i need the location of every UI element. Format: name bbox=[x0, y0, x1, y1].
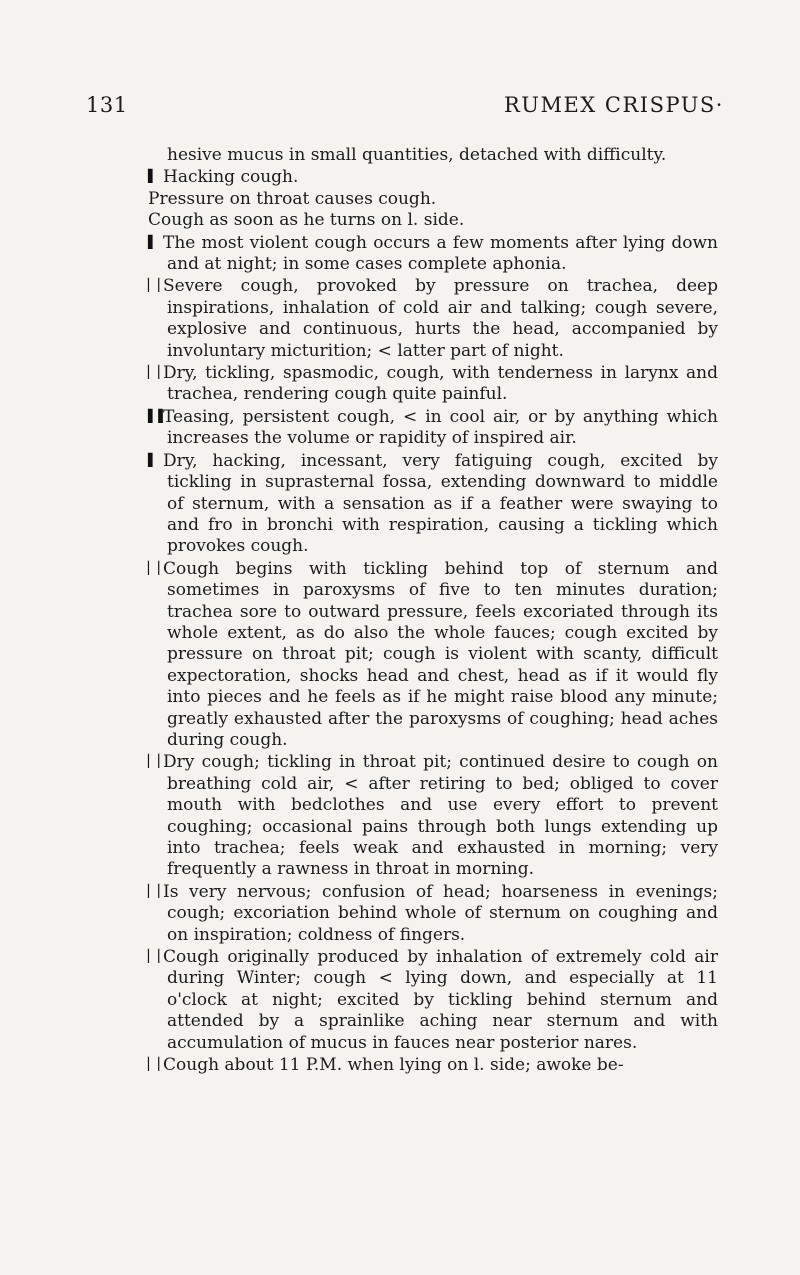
symptom-entry: ▏▏Cough originally produced by inhalation of extremely cold air during Winter; cough < lying down, and especially at 11 o'clock at night; excited by tickling behind sternum and attended by a sprainlike aching near sternum and with accumulation of mucus in fauces near posterior nares. bbox=[148, 947, 718, 1053]
emphasis-mark: ▏▏ bbox=[148, 949, 169, 964]
symptom-entry: ▌ The most violent cough occurs a few moments after lying down and at night; in some cases complete aphonia. bbox=[148, 232, 718, 275]
symptom-entry: ▏▏Cough begins with tickling behind top of sternum and sometimes in paroxysms of five to ten minutes duration; trachea sore to outward pressure, feels excoriated through its whole extent, as do also the whole fauces; cough excited by pressure on throat pit; cough is violent with scanty, difficult expectoration, shocks head and chest, head as if it would fly into pieces and he feels as if he might raise blood any minute; greatly exhausted after the paroxysms of coughing; head aches during cough. bbox=[148, 558, 718, 750]
page-number: 131 bbox=[86, 93, 128, 117]
symptom-entry: Cough as soon as he turns on l. side. bbox=[148, 210, 465, 231]
emphasis-mark: ▌ bbox=[148, 234, 159, 249]
emphasis-mark: ▏▏ bbox=[148, 1057, 169, 1072]
symptom-entry: ▌▌Teasing, persistent cough, < in cool air, or by anything which increases the volume or rapidity of inspired air. bbox=[148, 406, 718, 449]
paragraph-continuation: hesive mucus in small quantities, detached with difficulty. bbox=[167, 145, 667, 165]
symptom-entry: ▏▏Dry cough; tickling in throat pit; continued desire to cough on breathing cold air, < after retiring to bed; obliged to cover mouth with bedclothes and use every effort to prevent coughing; occasional pains through both lungs extending up into trachea; feels weak and exhausted in morning; very frequently a rawness in throat in morning. bbox=[148, 752, 718, 880]
emphasis-mark: ▏▏ bbox=[148, 560, 169, 575]
symptom-entry: ▏▏Dry, tickling, spasmodic, cough, with tenderness in larynx and trachea, rendering cough quite painful. bbox=[148, 363, 718, 405]
emphasis-mark: ▏▏ bbox=[148, 365, 169, 380]
symptom-entry: ▌ Dry, hacking, incessant, very fatiguing cough, excited by tickling in suprasternal fossa, extending downward to middle of sternum, with a sensation as if a feather were swaying to and fro in bronchi with respiration, causing a tickling which provokes cough. bbox=[148, 450, 718, 557]
emphasis-mark: ▌ bbox=[148, 452, 159, 467]
symptom-entry: ▌ Hacking cough. bbox=[148, 167, 299, 188]
symptom-entry: ▏▏Cough about 11 P.M. when lying on l. side; awoke be- bbox=[148, 1055, 624, 1076]
emphasis-mark: ▌▌ bbox=[148, 408, 169, 423]
emphasis-mark: ▏▏ bbox=[148, 883, 169, 898]
running-head: RUMEX CRISPUS· bbox=[503, 93, 724, 117]
emphasis-mark: ▌ bbox=[148, 169, 159, 184]
symptom-entry: Pressure on throat causes cough. bbox=[148, 188, 437, 209]
symptom-entry: ▏▏Severe cough, provoked by pressure on trachea, deep inspirations, inhalation of cold air and talking; cough severe, explosive and continuous, hurts the head, accompanied by involuntary micturition; < latter part of night. bbox=[148, 276, 718, 361]
emphasis-mark: ▏▏ bbox=[148, 754, 169, 769]
emphasis-mark: ▏▏ bbox=[148, 278, 169, 293]
page-header bbox=[86, 93, 724, 123]
body-text bbox=[148, 145, 718, 1076]
symptom-entry: ▏▏Is very nervous; confusion of head; hoarseness in evenings; cough; excoriation behind whole of sternum on coughing and on inspiration; coldness of fingers. bbox=[148, 881, 718, 945]
